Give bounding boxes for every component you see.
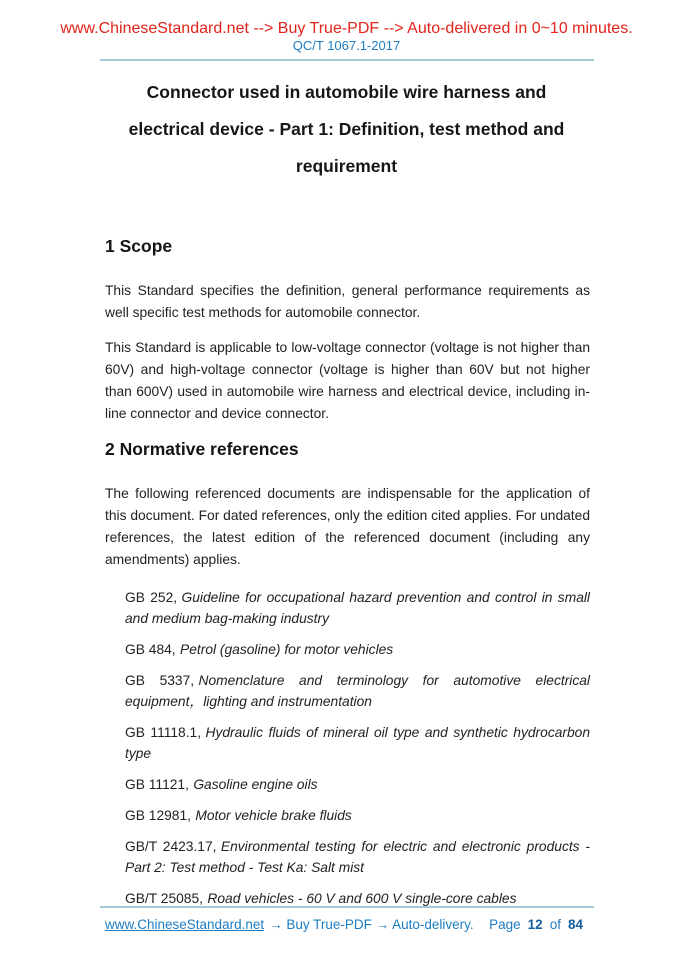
reference-item <box>125 836 590 878</box>
reference-item <box>125 639 590 660</box>
reference-item <box>125 774 590 795</box>
title-line-3: requirement <box>295 156 398 176</box>
header-divider <box>100 59 594 61</box>
page-total-number: 84 <box>567 917 583 932</box>
page-header <box>0 20 693 53</box>
reference-title: Environmental testing for electric and electronic products - Part 2: Test method - Test Ka: Salt mist <box>125 839 591 875</box>
reference-code: GB 12981, <box>125 808 191 823</box>
title-line-1: Connector used in automobile wire harness and <box>146 82 547 102</box>
reference-item <box>125 670 590 712</box>
reference-code: GB 484, <box>125 642 176 657</box>
footer-site-link[interactable]: www.ChineseStandard.net <box>105 917 265 932</box>
reference-code: GB 252, <box>125 590 178 605</box>
document-title <box>0 74 693 185</box>
footer-left <box>105 915 474 934</box>
section-heading-scope: 1 Scope <box>105 236 173 256</box>
title-line-2: electrical device - Part 1: Definition, test method and <box>128 119 565 139</box>
scope-paragraph-1: This Standard specifies the definition, general performance requirements as well specific test methods for automobile connector. <box>105 283 590 320</box>
of-label: of <box>549 917 561 932</box>
page-indicator <box>489 915 583 934</box>
reference-code: GB 11121, <box>125 777 189 792</box>
reference-title: Motor vehicle brake fluids <box>195 808 352 823</box>
section-heading-normative-references: 2 Normative references <box>105 439 299 459</box>
reference-title: Hydraulic fluids of mineral oil type and synthetic hydrocarbon type <box>125 725 591 761</box>
document-body <box>105 236 590 919</box>
reference-code: GB/T 25085, <box>125 891 203 906</box>
reference-list <box>105 587 590 909</box>
reference-item <box>125 587 590 629</box>
reference-title: Gasoline engine oils <box>193 777 318 792</box>
reference-title: Guideline for occupational hazard prevention and control in small and medium bag-making industry <box>125 590 591 626</box>
page-current-number: 12 <box>527 917 543 932</box>
reference-title: Nomenclature and terminology for automotive electrical equipment，lighting and instrumentation <box>125 673 590 709</box>
reference-code: GB/T 2423.17, <box>125 839 217 854</box>
reference-title: Road vehicles - 60 V and 600 V single-core cables <box>207 891 517 906</box>
scope-paragraph-2: This Standard is applicable to low-voltage connector (voltage is not higher than 60V) and high-voltage connector (voltage is higher than 60V but not higher than 600V) used in automobile wire harness and electrical device, including in-line connector and device connector. <box>105 340 590 421</box>
page-footer <box>105 915 583 934</box>
normative-references-intro: The following referenced documents are indispensable for the application of this document. For dated references, only the edition cited applies. For undated references, the latest edition of the referenced document (including any amendments) applies. <box>105 486 590 567</box>
standard-code: QC/T 1067.1-2017 <box>292 38 401 53</box>
reference-code: GB 11118.1, <box>125 725 202 740</box>
reference-title: Petrol (gasoline) for motor vehicles <box>180 642 394 657</box>
page-label: Page <box>489 917 521 932</box>
reference-item <box>125 722 590 764</box>
reference-code: GB 5337, <box>125 673 195 688</box>
footer-tagline: → Buy True-PDF → Auto-delivery. <box>269 917 474 932</box>
footer-divider <box>100 906 594 908</box>
reference-item <box>125 805 590 826</box>
header-banner-link[interactable]: www.ChineseStandard.net --> Buy True-PDF --> Auto-delivered in 0~10 minutes. <box>60 20 633 37</box>
